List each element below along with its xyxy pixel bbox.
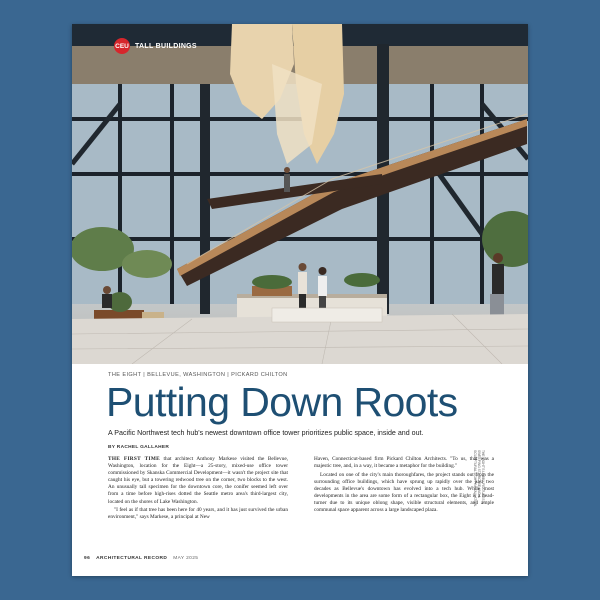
body-paragraph: "I feel as if that tree has been here for 40 years, and it has just survived the urban environment," says Markese, a principal at New — [108, 507, 288, 521]
magazine-name: ARCHITECTURAL RECORD — [96, 556, 168, 561]
article-byline: BY RACHEL GALLAHER — [108, 445, 170, 450]
body-column-2 — [314, 456, 494, 516]
paragraph-text: that architect Anthony Markese visited the Bellevue, Washington, location for the Eight—a 25-story, mixed-use office tower commissioned by Skanska Commercial Development—it wasn't the project site that caught his eye, but a towering redwood tree on the corner, two blocks to the west. An unusually tall specimen for the downtown core, the conifer seemed left over from a time before high-rises dotted the Seattle metro area's third-largest city, located on the shores of Lake Washington. — [108, 456, 288, 505]
body-column-1 — [108, 456, 288, 523]
page-footer — [84, 556, 198, 561]
lobby-photo — [72, 24, 528, 364]
ceu-badge-icon: CEU — [114, 38, 130, 54]
photo-credit: THE EIGHT'S LOBBY FEATURES A SWEEPING STAIRCASE AND A SCULPTURAL LIGHT INSTALLATION. — [473, 450, 485, 508]
page-number: 96 — [84, 556, 91, 561]
section-label: TALL BUILDINGS — [135, 42, 197, 50]
article-headline: Putting Down Roots — [106, 379, 458, 425]
article-deck: A Pacific Northwest tech hub's newest downtown office tower prioritizes public space, inside and out. — [108, 429, 424, 437]
lobby-photo-illustration — [72, 24, 528, 364]
lead-in: THE FIRST TIME — [108, 456, 160, 462]
body-paragraph: Located on one of the city's main thoroughfares, the project stands out from the surrounding office buildings, which have sprung up rapidly over the past two decades as Bellevue's downtown has evolved into a tech hub. While most developments in the area are some form of a rectangular box, the Eight is a head-turner due to its unique oblong shape, visible structural elements, and ample communal space apparent across a large landscaped plaza. — [314, 471, 494, 514]
body-paragraph: Haven, Connecticut-based firm Pickard Chilton Architects. "To us, that was a majestic tree, and, in a way, it became a metaphor for the building." — [314, 456, 494, 470]
section-badge — [114, 38, 197, 54]
issue-date: MAY 2025 — [173, 556, 199, 561]
magazine-page — [72, 24, 528, 576]
body-paragraph — [108, 456, 288, 506]
article-kicker: THE EIGHT | BELLEVUE, WASHINGTON | PICKARD CHILTON — [108, 372, 288, 378]
